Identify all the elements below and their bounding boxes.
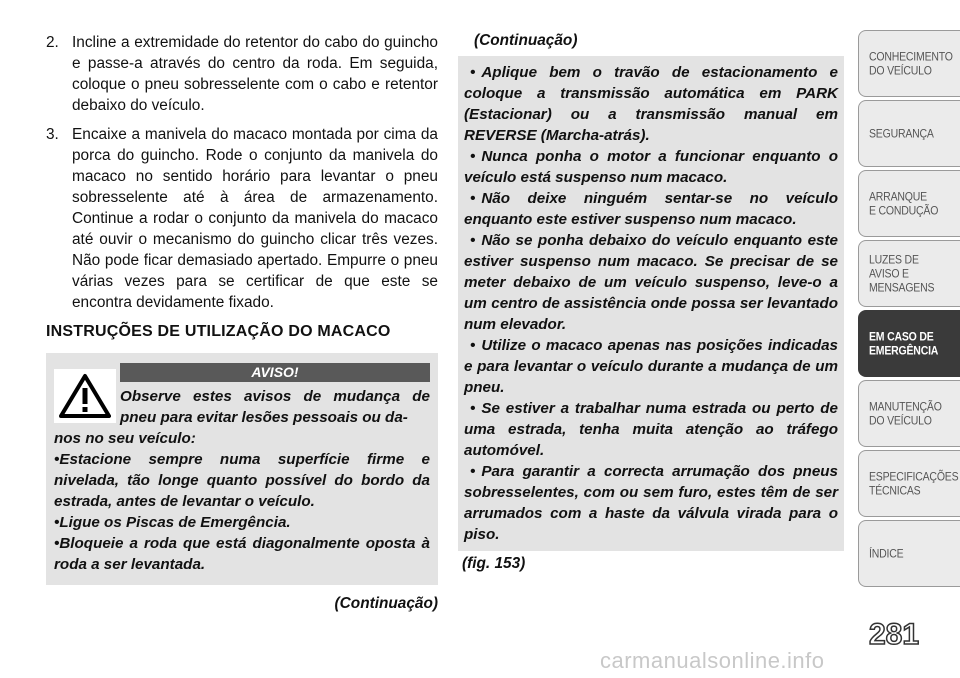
warning-bullet-text: Não se ponha debaixo do veículo enquanto este estiver suspenso num macaco. Se precisar de se meter debaixo de um veículo suspenso, leve-o a um centro de assistência onde possa ser levantado num elevador.	[464, 232, 838, 333]
warning-bullet-text: Para garantir a correcta arrumação dos pneus sobresselentes, com ou sem furo, estes têm de ser arrumados com a haste da válvula virada para o piso.	[464, 463, 838, 543]
warning-bullet: •Bloqueie a roda que está diagonalmente oposta à roda a ser levantada.	[54, 535, 430, 573]
continuation-label: (Continuação)	[474, 32, 578, 49]
tab-label: SEGURANÇA	[869, 126, 934, 141]
tab-label: EM CASO DE EMERGÊNCIA	[869, 329, 939, 358]
section-heading: INSTRUÇÕES DE UTILIZAÇÃO DO MACACO	[46, 323, 391, 340]
tab-arranque-e-conducao[interactable]	[858, 170, 960, 237]
tab-conhecimento-do-veiculo[interactable]	[858, 30, 960, 97]
tab-label: ÍNDICE	[869, 546, 904, 561]
continued-note: (Continuação)	[334, 595, 438, 612]
warning-intro-end: nos no seu veículo:	[54, 430, 196, 447]
warning-bullet-text: Ligue os Piscas de Emergência.	[59, 514, 291, 531]
figure-reference: (fig. 153)	[462, 555, 526, 572]
step-text: Incline a extremidade do retentor do cabo do guincho e passe-a através do centro da roda. Em seguida, coloque o pneu sobresselente com o cabo e retentor debaixo do veículo.	[72, 34, 438, 114]
step-3	[46, 124, 438, 313]
tab-label: LUZES DE AVISO E MENSAGENS	[869, 252, 935, 295]
warning-bullet: • Não se ponha debaixo do veículo enquanto este estiver suspenso num macaco. Se precisar de se meter debaixo de um veículo suspenso, leve-o a um centro de assistência onde possa ser levantado num elevador.	[464, 232, 838, 333]
tab-especificacoes-tecnicas[interactable]	[858, 450, 960, 517]
warning-intro-start: Observe estes avisos de mudança de pneu para evitar lesões pessoais ou da-	[120, 388, 430, 426]
warning-bullet: •Ligue os Piscas de Emergência.	[54, 514, 291, 531]
step-number: 2.	[46, 34, 59, 51]
tab-label: ARRANQUE E CONDUÇÃO	[869, 189, 939, 218]
tab-seguranca[interactable]	[858, 100, 960, 167]
warning-bullet-text: Utilize o macaco apenas nas posições indicadas e para levantar o veículo durante a mudança de um pneu.	[464, 337, 838, 396]
tab-label: MANUTENÇÃO DO VEÍCULO	[869, 399, 942, 428]
warning-triangle-icon	[54, 369, 116, 423]
warning-bullet: • Se estiver a trabalhar numa estrada ou perto de uma estrada, tenha muita atenção ao tráfego automóvel.	[464, 400, 838, 459]
warning-bullet: • Para garantir a correcta arrumação dos pneus sobresselentes, com ou sem furo, estes têm de ser arrumados com a haste da válvula virada para o piso.	[464, 463, 838, 543]
step-text: Encaixe a manivela do macaco montada por cima da porca do guincho. Rode o conjunto da manivela do macaco no sentido horário para levantar o pneu sobresselente até à área de armazenamento. Continue a rodar o conjunto da manivela do macaco até ouvir o mecanismo do guincho clicar três vezes. Não pode ficar demasiado apertado. Empurre o pneu várias vezes para se certificar de que este se encontra devidamente fixado.	[72, 126, 438, 311]
tab-indice[interactable]	[858, 520, 960, 587]
warning-bullet-text: Se estiver a trabalhar numa estrada ou perto de uma estrada, tenha muita atenção ao tráfego automóvel.	[464, 400, 838, 459]
watermark: carmanualsonline.info	[600, 648, 825, 673]
warning-bullet-text: Bloqueie a roda que está diagonalmente oposta à roda a ser levantada.	[54, 535, 430, 573]
left-column	[46, 32, 438, 613]
tab-manutencao-do-veiculo[interactable]	[858, 380, 960, 447]
warning-bullet: •Estacione sempre numa superfície firme e nivelada, tão longe quanto possível do bordo da estrada, antes de levantar o veículo.	[54, 451, 430, 510]
tab-em-caso-de-emergencia[interactable]	[858, 310, 960, 377]
tab-label: ESPECIFICAÇÕES TÉCNICAS	[869, 469, 959, 498]
chapter-tabs	[858, 30, 960, 590]
warning-continuation-box	[458, 56, 844, 551]
page-number: 281	[868, 618, 920, 651]
right-column	[458, 32, 844, 573]
warning-bullet: • Aplique bem o travão de estacionamento e coloque a transmissão automática em PARK (Estacionar) ou a transmissão manual em REVERSE (Marcha-atrás).	[464, 64, 838, 144]
step-2	[46, 32, 438, 116]
tab-luzes-de-aviso[interactable]	[858, 240, 960, 307]
tab-label: CONHECIMENTO DO VEÍCULO	[869, 49, 953, 78]
warning-box	[46, 353, 438, 585]
warning-bullet-text: Não deixe ninguém sentar-se no veículo enquanto este estiver suspenso num macaco.	[464, 190, 838, 228]
warning-bullet-text: Estacione sempre numa superfície firme e nivelada, tão longe quanto possível do bordo da estrada, antes de levantar o veículo.	[54, 451, 430, 510]
warning-bullet: • Utilize o macaco apenas nas posições indicadas e para levantar o veículo durante a mudança de um pneu.	[464, 337, 838, 396]
warning-title: AVISO!	[120, 363, 430, 382]
warning-bullet-text: Nunca ponha o motor a funcionar enquanto o veículo está suspenso num macaco.	[464, 148, 838, 186]
warning-bullet: • Não deixe ninguém sentar-se no veículo enquanto este estiver suspenso num macaco.	[464, 190, 838, 228]
step-number: 3.	[46, 126, 59, 143]
warning-bullet: • Nunca ponha o motor a funcionar enquanto o veículo está suspenso num macaco.	[464, 148, 838, 186]
warning-bullet-text: Aplique bem o travão de estacionamento e coloque a transmissão automática em PARK (Estacionar) ou a transmissão manual em REVERSE (Marcha-atrás).	[464, 64, 838, 144]
